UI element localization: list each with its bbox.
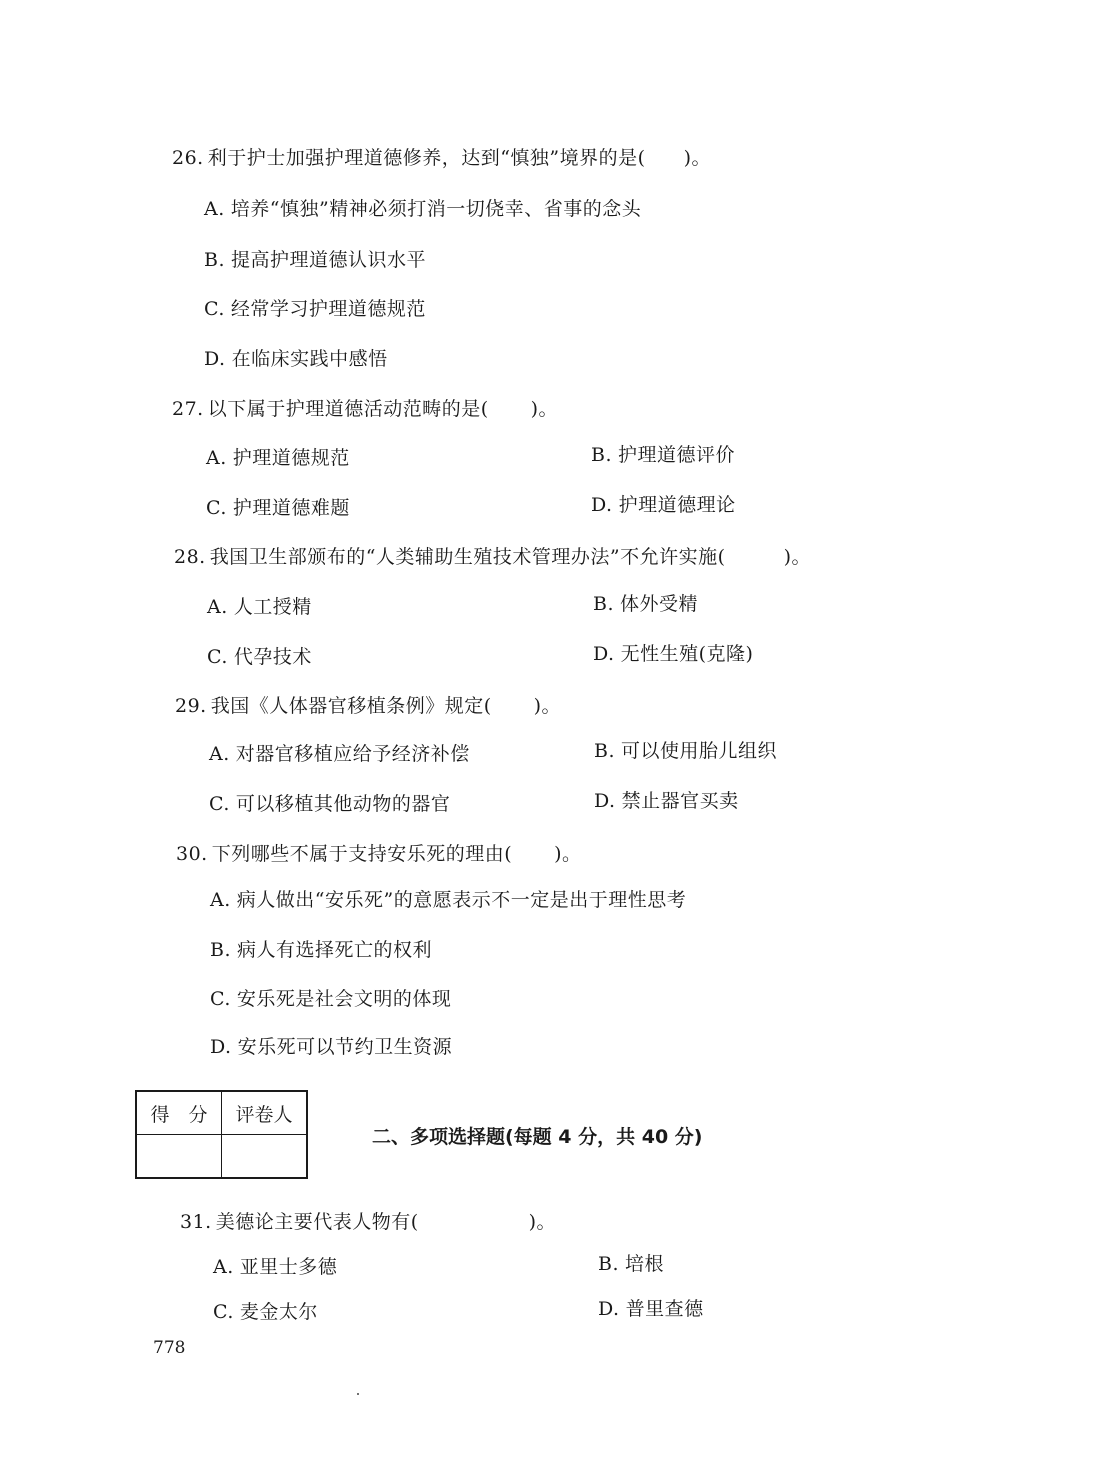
option-label: A. [206,447,227,469]
question-number: 26. [172,147,204,169]
question-close: )。 [533,695,562,717]
question-31-option-a [213,1256,337,1278]
question-29-option-a [209,743,470,765]
option-label: D. [204,348,226,370]
question-number: 29. [175,695,207,717]
question-31-option-b [598,1253,664,1275]
question-number: 28. [174,546,206,568]
option-text: 提高护理道德认识水平 [231,249,427,271]
option-text: 对器官移植应给予经济补偿 [235,743,470,765]
option-text: 护理道德难题 [232,497,350,519]
option-label: B. [204,249,226,271]
option-text: 麦金太尔 [239,1301,318,1323]
question-31-stem [180,1211,556,1233]
question-28-option-a [207,596,312,618]
question-close: )。 [783,546,811,568]
option-label: C. [206,497,227,519]
option-text: 护理道德规范 [232,447,350,469]
question-number: 31. [180,1211,212,1233]
scan-speck [357,1393,359,1395]
option-text: 无性生殖(克隆) [620,643,754,665]
grader-label: 评卷人 [222,1091,308,1135]
option-text: 人工授精 [233,596,312,618]
option-text: 病人做出“安乐死”的意愿表示不一定是出于理性思考 [236,889,687,911]
option-text: 普里查德 [625,1298,704,1320]
question-31-option-c [213,1301,318,1323]
question-29-option-c [209,793,450,815]
question-close: )。 [530,398,559,420]
option-text: 代孕技术 [233,646,312,668]
question-26-stem [172,147,711,169]
option-text: 护理道德理论 [618,494,736,516]
option-text: 可以移植其他动物的器官 [235,793,451,815]
option-label: C. [207,646,228,668]
question-29-option-d [594,790,739,812]
option-label: D. [210,1036,232,1058]
question-number: 27. [172,398,204,420]
option-label: D. [598,1298,620,1320]
question-29-stem [175,695,561,717]
option-label: B. [210,939,232,961]
question-text: 我国《人体器官移植条例》规定( [210,695,492,717]
option-label: C. [213,1301,234,1323]
option-label: D. [591,494,613,516]
question-30-option-b [210,939,432,961]
option-text: 禁止器官买卖 [621,790,739,812]
option-text: 体外受精 [620,593,699,615]
option-text: 安乐死可以节约卫生资源 [237,1036,453,1058]
option-label: B. [593,593,615,615]
question-26-option-a [204,198,641,220]
question-27-option-a [206,447,350,469]
option-label: C. [209,793,230,815]
question-text: 我国卫生部颁布的“人类辅助生殖技术管理办法”不允许实施( [209,546,726,568]
option-label: A. [207,596,228,618]
option-text: 安乐死是社会文明的体现 [236,988,452,1010]
question-number: 30. [176,843,208,865]
option-text: 培根 [625,1253,665,1275]
option-label: B. [594,740,616,762]
option-text: 在临床实践中感悟 [231,348,388,370]
question-30-option-d [210,1036,452,1058]
option-label: A. [204,198,225,220]
option-label: A. [209,743,230,765]
option-label: A. [213,1256,234,1278]
score-cell[interactable] [136,1135,222,1179]
option-label: C. [210,988,231,1010]
option-text: 经常学习护理道德规范 [230,298,426,320]
question-27-stem [172,398,558,420]
question-26-option-c [204,298,426,320]
question-text: 以下属于护理道德活动范畴的是( [207,398,489,420]
option-text: 病人有选择死亡的权利 [237,939,433,961]
question-26-option-b [204,249,426,271]
question-26-option-d [204,348,388,370]
question-close: )。 [683,147,711,169]
question-28-option-b [593,593,698,615]
option-label: D. [593,643,615,665]
question-29-option-b [594,740,777,762]
question-28-option-d [593,643,753,665]
question-27-option-c [206,497,350,519]
option-label: B. [598,1253,620,1275]
score-box [135,1090,308,1179]
question-close: )。 [554,843,582,865]
option-label: C. [204,298,225,320]
option-text: 培养“慎独”精神必须打消一切侥幸、省事的念头 [230,198,642,220]
option-text: 可以使用胎儿组织 [621,740,778,762]
question-28-stem [174,546,811,568]
question-text: 下列哪些不属于支持安乐死的理由( [211,843,513,865]
option-text: 亚里士多德 [239,1256,338,1278]
question-28-option-c [207,646,312,668]
question-31-option-d [598,1298,704,1320]
option-label: A. [210,889,231,911]
grader-cell[interactable] [222,1135,308,1179]
option-text: 护理道德评价 [618,444,736,466]
question-30-stem [176,843,582,865]
question-27-option-d [591,494,736,516]
page-number: 778 [153,1338,186,1358]
question-close: )。 [528,1211,557,1233]
question-30-option-c [210,988,451,1010]
question-27-option-b [591,444,735,466]
question-30-option-a [210,889,686,911]
question-text: 利于护士加强护理道德修养，达到“慎独”境界的是( [207,147,646,169]
question-text: 美德论主要代表人物有( [215,1211,419,1233]
option-label: B. [591,444,613,466]
score-label: 得 分 [136,1091,222,1135]
section-title: 二、多项选择题(每题 4 分，共 40 分) [372,1126,703,1148]
option-label: D. [594,790,616,812]
